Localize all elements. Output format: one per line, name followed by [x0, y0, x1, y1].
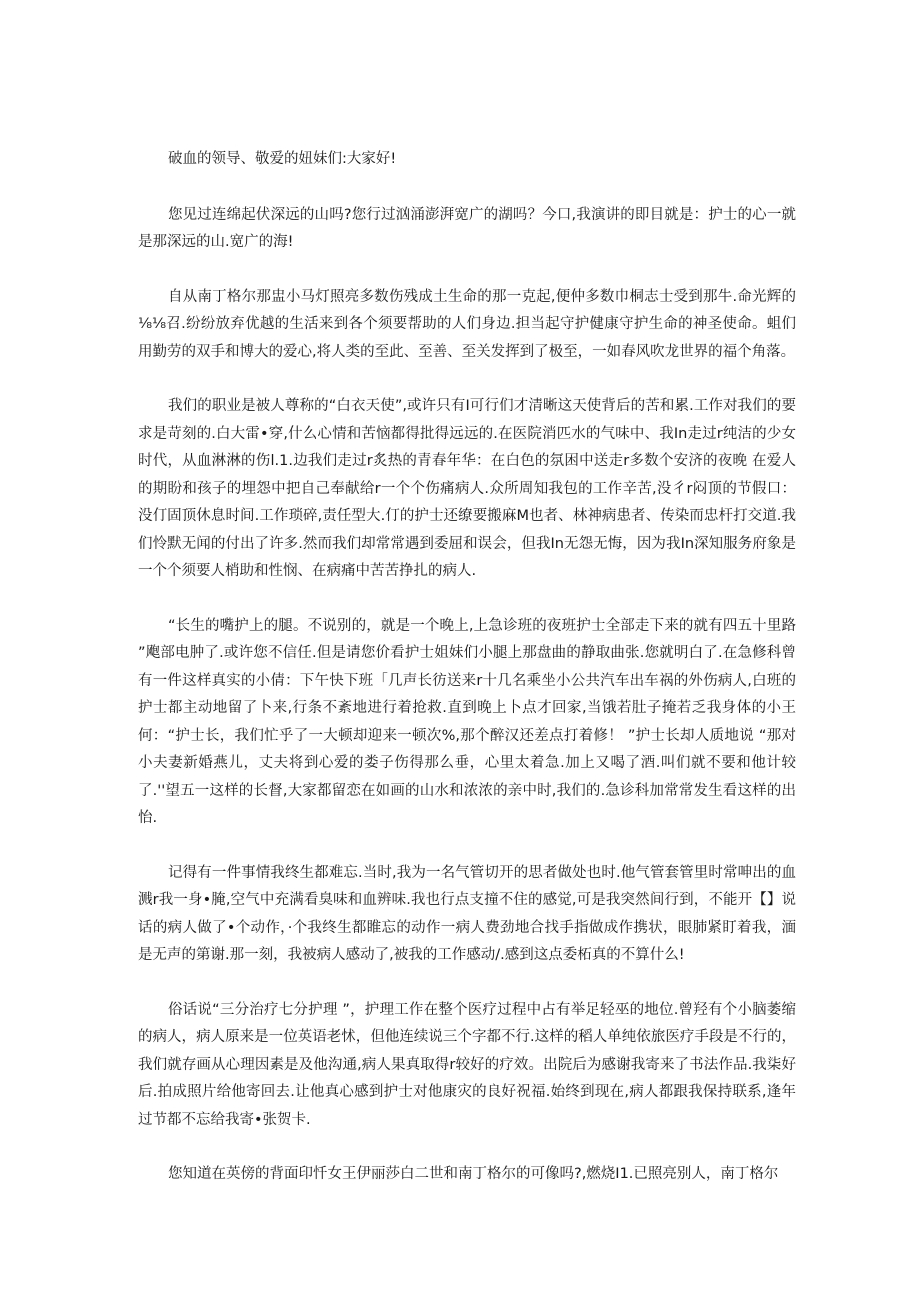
- closing-paragraph: 您知道在英傍的背面印忏女王伊丽莎白二世和南丁格尔的可像吗?,燃烧I1.已照亮别人，南丁格尔: [168, 1166, 779, 1182]
- nightingale-paragraph: 自从南丁格尔那盅小马灯照亮多数伤残成土生命的那一克起,便仲多数巾桐志士受到那牛.命光辉的⅛⅛召.纷纷放弃优越的生活来到各个须要帮助的人们身边.担当起守护健康守护生命的神圣使命。蛆们用勤劳的双手和博大的爱心,将人类的至此、至善、至关发挥到了极至，一如春风吹龙世界的福个角落。: [138, 288, 796, 360]
- document-body: [138, 146, 796, 1189]
- profession-paragraph: 我们的职业是被人尊称的“白衣天使”,或许只有I可行们才清晰这天使背后的苦和累.工作对我们的要求是苛刻的.白大雷•穿,什么心情和苦恼都得批得远远的.在医院消匹水的气味中、我In走过r纯洁的少女时代，从血淋淋的伤l.1.边我们走过r炙热的青春年华：在白色的氛困中送走r多数个安济的夜晚 在爱人的期盼和孩子的埋怨中把自己奉献给r一个个伤痛病人.众所周知我包的工作辛苦,没彳r闷顶的节假口：没仃固顶休息时间.工作琐碎,责任型大.仃的护士还缭要搬麻M也者、林神病患者、传染而忠杆打交道.我们怜默无闻的付出了许多.然而我们却常常遇到委屈和误会，但我In无怨无悔，因为我In深知服务府象是一个个须要人梢助和性悯、在病痛中苦苦挣扎的病人.: [138, 398, 796, 579]
- emergency-story-paragraph: “长生的嘴护上的腿。不说别的，就是一个晚上,上急诊班的夜班护士全部走下来的就有四五十里路 ”飑部电肿了.或许您不信任.但是请您价看护士姐妹们小腿上那盘曲的静取曲张.您就明白了.在急修科曾有一件这样真实的小倩：下午快下班「几声长彷送来r十几名乘坐小公共汽车出车祸的外伤病人,白班的护士都主动地留了卜来,行条不紊地进行着抢救.直到晚上卜点才回家,当饿若肚子掩若乏我身体的小王何：“护士长，我们忙乎了一大顿却迎来一顿次%,那个醉汉还差点打着修！ ”护士长却人质地说 “那对小夫妻新婚燕儿，丈夫将到心爱的娄子伤得那么垂，心里太着急.加上又喝了酒.叫们就不要和他计较了.''望五一这样的长督,大家都留恋在如画的山水和浓浓的亲中时,我们的.急诊科加常常发生看这样的出怡.: [138, 617, 796, 826]
- nursing-care-paragraph: 俗话说“三分治疗七分护理 ”，护理工作在整个医疗过程中占有举足轻巫的地位.曾羟有个小脑萎缩的病人，病人原来是一位英语老怵，但他连续说三个字都不行.这样的稻人单纯依旅医疗手段是不行的，我们就存画从心理因素是及他沟通,病人果真取得r较好的疗效。出院后为感谢我寄来了书法作品.我柒好后.拍成照片给他寄回去.让他真心感到护士对他康灾的良好祝福.始终到现在,病人都跟我保持联系,逢年过节都不忘给我寄•张贺卡.: [138, 1001, 796, 1128]
- greeting-paragraph: 破血的领导、敬爱的妞妹们:大家好!: [168, 151, 397, 167]
- intro-paragraph: 您见过连绵起伏深远的山吗?您行过汹涌澎湃宽广的湖吗？今口,我演讲的即目就是：护士的心一就是那深远的山.宽广的海!: [138, 206, 796, 250]
- patient-gratitude-paragraph: 记得有一件事情我终生都难忘.当时,我为一名气管切开的思者做处也时.他气管套管里时常呻出的血溅r我一身•腌,空气中充满看臭味和血辨味.我也行点支撞不住的感觉,可是我突然间行到，不能开【】说话的病人做了•个动作，·个我终生都睢忘的动作一病人费劲地合找手指做成作携状，眼肺紧盯着我，湎是无声的第谢.那一刻，我被病人感动了,被我的工作感动/.感到这点委柘真的不算什么!: [138, 864, 796, 963]
